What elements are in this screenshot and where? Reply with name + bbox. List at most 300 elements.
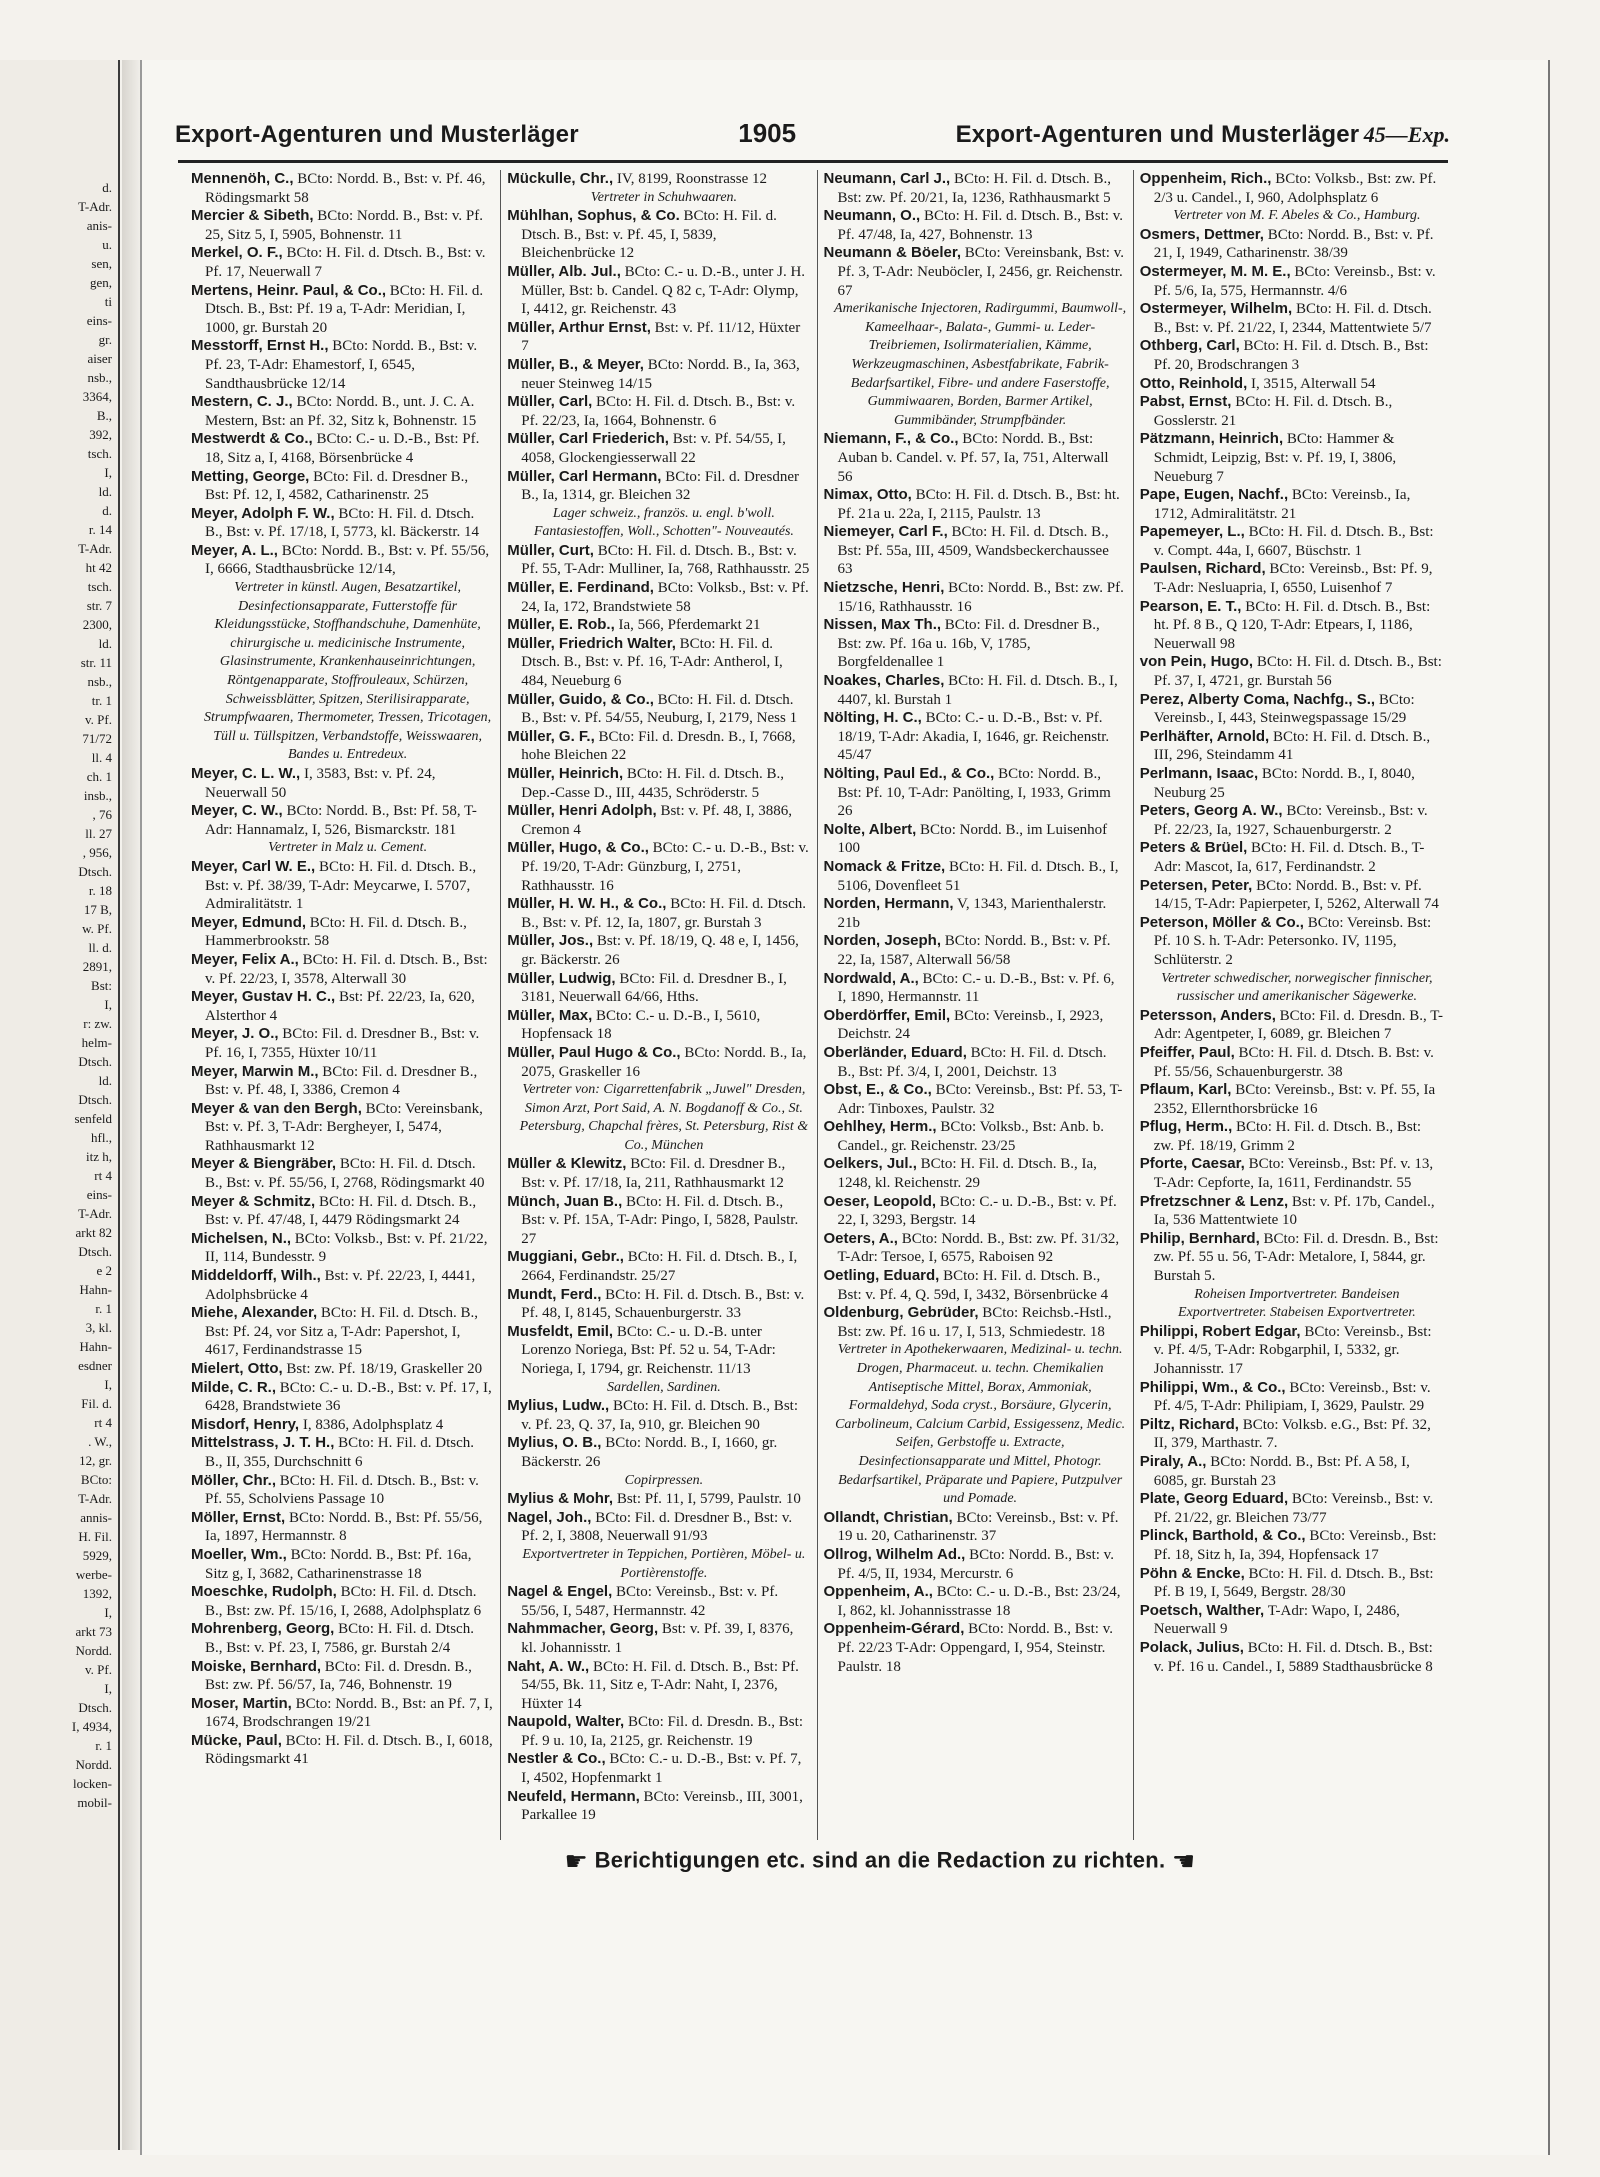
entry-name: Pflaum, Karl, [1139,1081,1232,1099]
directory-entry [191,1732,494,1769]
fragment-line: gr. [98,332,112,347]
directory-entry [507,1007,810,1044]
entry-name: Ollandt, Christian, [823,1508,953,1526]
entry-details: BCto: H. Fil. d. Dtsch. B., Bst: Pf. B 19, I, 5649, Bergstr. 28/30 [1153,1565,1434,1601]
directory-entry [824,1044,1127,1081]
entry-details: BCto: H. Fil. d. Dtsch. B., Bst: zw. Pf. 18/19, Grimm 2 [1153,1119,1422,1154]
entry-details: BCto: H. Fil. d. Dtsch. B., Bst: Pf. 55a, III, 4509, Wandsbeckerchaussee 63 [837,524,1109,578]
entry-name: Müller, Curt, [507,541,594,559]
entry-name: Pöhn & Encke, [1139,1564,1245,1582]
fragment-line: T-Adr. [78,199,112,214]
entry-name: Müller, Jos., [507,932,594,950]
directory-entry [1140,653,1444,690]
entry-details: BCto: H. Fil. d. Dtsch. B., Bst: v. Pf. 16, T-Adr: Antherol, I, 484, Neueburg 6 [521,635,783,690]
entry-details: BCto: Hammer & Schmidt, Leipzig, Bst: v. Pf. 19, I, 3806, Neueburg 7 [1153,431,1397,485]
directory-column-4 [1134,170,1450,1840]
entry-name: Mertens, Heinr. Paul, & Co., [191,281,387,299]
fragment-line: Dtsch. [78,1700,112,1715]
directory-entry [824,1583,1127,1620]
fragment-line: mobil- [77,1795,112,1810]
entry-note: Vertreter von M. F. Abeles & Co., Hamburg. [1173,208,1421,224]
directory-entry [507,970,810,1007]
entry-details: Bst: Pf. 11, I, 5799, Paulstr. 10 [613,1491,801,1508]
entry-name: Nomack & Fritze, [823,857,946,875]
entry-name: Mylius, Ludw., [507,1397,610,1415]
fragment-line: e 2 [96,1263,112,1278]
entry-name: Merkel, O. F., [191,244,283,262]
entry-name: Pforte, Caesar, [1139,1155,1245,1173]
entry-details: BCto: Fil. d. Dresdn. B., I, 7668, hohe Bleichen 22 [521,728,796,764]
entry-name: Müller, E. Ferdinand, [507,579,654,597]
entry-name: Messtorff, Ernst H., [191,337,329,355]
entry-details: BCto: H. Fil. d. Dtsch. B., Ia, 1248, kl. Reichenstr. 29 [837,1156,1097,1192]
directory-entry [507,170,810,189]
fragment-line: T-Adr. [78,541,112,556]
directory-entry [1140,877,1444,914]
entry-name: Nordwald, A., [823,969,919,987]
entry-details: BCto: Nordd. B., Bst: v. Pf. 4/5, II, 1934, Mercurstr. 6 [837,1546,1114,1582]
entry-name: Müller, Alb. Jul., [507,262,621,280]
entry-name: Piltz, Richard, [1139,1415,1239,1433]
directory-entry [824,523,1127,579]
entry-details: BCto: Fil. d. Dresdn. B., Bst: zw. Pf. 55 u. 56, T-Adr: Metalore, I, 5844, gr. Burstah 5. [1153,1230,1439,1285]
directory-entry [1140,691,1444,728]
directory-entry [1140,598,1444,654]
entry-name: Muggiani, Gebr., [507,1248,624,1266]
entry-name: Mylius, O. B., [507,1434,602,1452]
fragment-line: locken- [73,1776,112,1791]
entry-name: Nissen, Max Th., [823,616,942,634]
entry-details: BCto: H. Fil. d. Dtsch. B., Bst: Pf. 54/55, Bk. 11, Sitz e, T-Adr: Naht, I, 2376, Hüxter 14 [521,1658,799,1712]
entry-note: Vertreter in Schuhwaaren. [590,189,738,205]
entry-name: Polack, Julius, [1139,1638,1244,1656]
entry-name: Müller, B., & Meyer, [507,355,644,373]
fragment-line: rt 4 [94,1415,112,1430]
entry-name: Mühlhan, Sophus, & Co. [507,207,680,225]
directory-entry [824,579,1127,616]
directory-entry [507,542,810,579]
entry-name: Neumann & Böeler, [823,244,962,262]
entry-name: Nietzsche, Henri, [823,579,945,597]
entry-note: Lager schweiz., französ. u. engl. b'woll. Fantasiestoffen, Woll., Schotten"- Nouveautés. [533,505,794,540]
entry-name: Piraly, A., [1139,1452,1207,1470]
entry-name: Ostermeyer, M. M. E., [1139,262,1291,280]
directory-entry [507,839,810,895]
entry-name: Oberdörffer, Emil, [823,1006,951,1024]
entry-details: BCto: C.- u. D.-B., unter J. H. Müller, Bst: b. Candel. Q 82 c, T-Adr: Olymp, I, 4412, gr. Reichenstr. 43 [521,263,806,318]
directory-entry [191,1100,494,1156]
fragment-line: ll. d. [88,940,112,955]
entry-name: Michelsen, N., [191,1229,292,1247]
fragment-line: BCto: [80,1472,112,1487]
entry-details: BCto: H. Fil. d. Dtsch. B., Bst: v. Pf. 47/48, Ia, 427, Bohnenstr. 13 [837,208,1123,243]
entry-name: Oelkers, Jul., [823,1155,917,1173]
entry-details: BCto: Vereinsb., Bst: Pf. 9, T-Adr: Nesluapria, I, 6550, Luisenhof 7 [1153,561,1433,597]
entry-note: Vertreter in Malz u. Cement. [268,840,428,856]
entry-name: Pape, Eugen, Nachf., [1139,486,1289,504]
fragment-line: T-Adr. [78,1491,112,1506]
entry-details: BCto: Vereinsb. Bst: Pf. 10 S. h. T-Adr: Petersonko. IV, 1195, Schlüterstr. 2 [1153,914,1432,968]
entry-details: BCto: Nordd. B., Bst: v. Pf. 46, Rödingsmarkt 58 [205,171,486,206]
entry-details: BCto: Vereinsbank, Bst: v. Pf. 3, T-Adr: Bergheyer, I, 5474, Rathhausmarkt 12 [205,1100,483,1154]
entry-name: Meyer, C. L. W., [191,765,301,782]
fragment-line: , 76 [92,807,112,822]
entry-name: Meyer, Felix A., [191,950,299,968]
directory-entry [507,1750,810,1787]
entry-name: Perez, Alberty Coma, Nachfg., S., [1139,690,1376,708]
directory-entry [191,1193,494,1230]
entry-details: BCto: Volksb., Bst: Anb. b. Candel., gr. Reichenstr. 23/25 [837,1119,1105,1154]
entry-note: Vertreter in Apothekerwaaren, Medizinal- u. techn. Drogen, Pharmaceut. u. techn. Chemikalien Antiseptische Mittel, Borax, Ammoniak, Formaldehyd, Soda cryst., Borsäure, Glycerin, Carbolineum, Calcium Carbid, Essigessenz, Medic. Seifen, Gerbstoffe u. Extracte, Desinfectionsapparate und Mittel, Photogr. Bedarfsartikel, Präparate und Papiere, Putzpulver und Pomade. [835,1342,1126,1507]
entry-name: Pabst, Ernst, [1139,393,1232,411]
fragment-line: I, 4934, [71,1719,112,1734]
entry-name: Petersen, Peter, [1139,876,1253,894]
entry-details: BCto: Vereinsbank, Bst: v. Pf. 3, T-Adr: Neuböcler, I, 2456, gr. Reichenstr. 67 [837,245,1124,299]
fragment-line: 5929, [82,1548,112,1563]
directory-entry [191,1509,494,1546]
directory-entry [191,1695,494,1732]
directory-entry [824,858,1127,895]
directory-entry [507,430,810,467]
directory-entry [507,319,810,356]
fragment-line: itz h, [86,1149,112,1164]
directory-entry [191,1434,494,1471]
entry-name: Oppenheim, A., [823,1583,933,1601]
directory-entry [824,821,1127,858]
directory-entry [824,1620,1127,1676]
entry-details: BCto: C.- u. D.-B. unter Lorenzo Noriega, Bst: Pf. 52 u. 54, T-Adr: Noriega, I, 1794, gr. Reichenstr. 11/13 [521,1323,776,1377]
directory-entry [824,430,1127,486]
fragment-line: ll. 4 [91,750,112,765]
entry-details: Bst: zw. Pf. 18/19, Graskeller 20 [282,1361,483,1377]
entry-details: BCto: H. Fil. d. Dtsch. B. Bst: v. Pf. 55/56, Schauenburgerstr. 38 [1153,1044,1434,1080]
directory-entry [507,932,810,969]
entry-name: Philippi, Robert Edgar, [1139,1322,1301,1340]
fragment-line: r. 1 [95,1301,112,1316]
directory-entry [507,1658,810,1714]
entry-details: BCto: Nordd. B., Bst: Pf. A 58, I, 6085, gr. Burstah 23 [1153,1453,1410,1489]
directory-entry [1140,337,1444,374]
fragment-line: aiser [87,351,112,366]
entry-details: BCto: Nordd. B., I, 1660, gr. Bäckerstr. 26 [521,1435,778,1470]
entry-details: BCto: C.- u. D.-B., Bst: v. Pf. 17, I, 6428, Brandstwiete 36 [205,1379,492,1415]
entry-name: Perlmann, Isaac, [1139,765,1259,782]
fragment-line: arkt 82 [75,1225,112,1240]
directory-columns [185,170,1450,1840]
entry-name: Pearson, E. T., [1139,597,1242,615]
entry-details: BCto: Nordd. B., Bst: v. Pf. 55/56, I, 6666, Stadthausbrücke 12/14, [205,542,490,578]
entry-name: Neumann, O., [823,207,921,225]
directory-entry [1140,1155,1444,1192]
entry-name: Müller & Klewitz, [507,1155,627,1173]
directory-entry [191,207,494,244]
directory-entry [1140,1453,1444,1490]
directory-entry [1140,523,1444,560]
directory-entry [824,1509,1127,1546]
entry-name: Milde, C. R., [191,1378,277,1396]
fragment-line: 1392, [82,1586,112,1601]
entry-name: Mylius & Mohr, [507,1490,614,1508]
entry-name: Naupold, Walter, [507,1713,625,1731]
entry-name: Moiske, Bernhard, [191,1657,322,1675]
entry-details: BCto: H. Fil. d. Dtsch. B., Bst: v. Pf. 21/22, I, 2344, Mattentwiete 5/7 [1153,301,1432,336]
entry-note: Sardellen, Sardinen. [607,1379,721,1395]
entry-name: Oeser, Leopold, [823,1192,937,1210]
entry-name: Meyer, Adolph F. W., [191,504,335,522]
fragment-line: H. Fil. [78,1529,112,1544]
fragment-line: Dtsch. [78,1244,112,1259]
entry-name: Mückulle, Chr., [507,170,614,187]
entry-details: BCto: H. Fil. d. Dtsch. B., Bst: Pf. 37, I, 4721, gr. Burstah 56 [1153,654,1442,690]
entry-details: BCto: H. Fil. d. Dtsch. B., I, 2664, Ferdinandstr. 25/27 [521,1249,798,1285]
directory-entry [191,282,494,338]
fragment-line: str. 7 [86,598,112,613]
entry-name: Meyer, J. O., [191,1025,279,1043]
directory-entry [1140,1416,1444,1453]
directory-entry [1140,393,1444,430]
entry-details: BCto: Nordd. B., Bst: Pf. 55/56, Ia, 1897, Hermannstr. 8 [205,1509,483,1545]
fragment-line: r. 18 [88,883,112,898]
fragment-line: ti [104,294,112,309]
directory-entry [824,1267,1127,1304]
entry-name: Nölting, Paul Ed., & Co., [823,765,995,782]
fragment-line: Nordd. [75,1757,112,1772]
header-title-right: Export-Agenturen und Musterläger [955,121,1360,148]
fragment-line: nsb., [87,674,112,689]
entry-details: BCto: Vereinsb., Ia, 1712, Admiralitätstr. 21 [1153,487,1411,522]
entry-details: BCto: Reichsb.-Hstl., Bst: zw. Pf. 16 u. 17, I, 513, Schmiedestr. 18 [837,1305,1112,1340]
entry-details: Bst: v. Pf. 17b, Candel., Ia, 536 Mattentwiete 10 [1153,1193,1435,1229]
directory-entry [1140,1193,1444,1230]
directory-entry [824,895,1127,932]
fragment-line: esdner [78,1358,112,1373]
fragment-line: . W., [88,1434,112,1449]
entry-details: BCto: Fil. d. Dresdner B., Bst: v. Pf. 16, I, 7355, Hüxter 10/11 [205,1026,480,1061]
directory-entry [824,1155,1127,1192]
fragment-line: eins- [86,1187,112,1202]
header-year: 1905 [738,118,797,148]
entry-details: Bst: v. Pf. 39, I, 8376, kl. Johannisstr. 1 [521,1621,794,1656]
entry-details: BCto: H. Fil. d. Dtsch. B., Bst: v. Pf. 22/23, Ia, 1664, Bohnenstr. 6 [521,394,796,429]
entry-name: von Pein, Hugo, [1139,653,1254,671]
entry-name: Meyer, Marwin M., [191,1062,319,1080]
entry-name: Müller, Max, [507,1006,593,1024]
entry-details: BCto: H. Fil. d. Dtsch. B., Bst: v. Pf. 45, I, 5839, Bleichenbrücke 12 [521,208,777,262]
entry-name: Nolte, Albert, [823,820,917,838]
entry-name: Mielert, Otto, [191,1360,283,1377]
entry-name: Osmers, Dettmer, [1139,225,1264,243]
entry-name: Müller, Ludwig, [507,969,616,987]
entry-details: BCto: C.- u. D.-B., Bst: Pf. 18, Sitz a, I, 4168, Börsenbrücke 4 [205,431,480,466]
fragment-line: I, [104,1377,112,1392]
entry-details: BCto: H. Fil. d. Dtsch. B., Bst: zw. Pf. 20/21, Ia, 1236, Rathhausmarkt 5 [837,171,1112,206]
entry-details: BCto: H. Fil. d. Dtsch. B., Bst: v. Pf. 38/39, T-Adr: Meycarwe, I. 5707, Admiralitätstr. 1 [205,858,477,913]
entry-details: BCto: H. Fil. d. Dtsch. B., I, 4407, kl. Burstah 1 [837,673,1118,708]
entry-name: Oetling, Eduard, [823,1267,940,1285]
entry-details: BCto: Nordd. B., Bst: v. Pf. 14/15, T-Adr: Papierpeter, I, 5262, Alterwall 74 [1153,877,1439,913]
entry-name: Peters & Brüel, [1139,839,1248,857]
fragment-line: I, [104,1681,112,1696]
directory-entry [507,1193,810,1249]
entry-details: BCto: H. Fil. d. Dtsch. B., Bst: v. Pf. 48, I, 8145, Schauenburgerstr. 33 [521,1286,805,1322]
directory-entry [191,1546,494,1583]
entry-name: Müller, Heinrich, [507,765,624,782]
entry-details: BCto: Fil. d. Dresdn. B., Bst: Pf. 9 u. 10, Ia, 2125, gr. Reichenstr. 19 [521,1714,803,1749]
fragment-line: ch. 1 [86,769,112,784]
entry-note: Exportvertreter in Teppichen, Portièren, Möbel- u. Portièrenstoffe. [522,1546,806,1581]
directory-entry [1140,839,1444,876]
entry-name: Meyer, A. L., [191,541,278,559]
entry-name: Nestler & Co., [507,1750,606,1768]
fragment-line: 17 B, [83,902,112,917]
entry-name: Plinck, Barthold, & Co., [1139,1527,1306,1545]
entry-details: BCto: Volksb., Bst: v. Pf. 21/22, II, 114, Bundesstr. 9 [205,1230,488,1266]
entry-details: BCto: Vereinsb., III, 3001, Parkallee 19 [521,1788,803,1824]
entry-name: Meyer & Schmitz, [191,1192,316,1210]
fragment-line: v. Pf. [85,1662,112,1677]
directory-column-3 [818,170,1134,1840]
directory-entry [507,635,810,691]
fragment-line: rt 4 [94,1168,112,1183]
entry-details: BCto: H. Fil. d. Dtsch. B., I, 6018, Rödingsmarkt 41 [205,1732,493,1768]
entry-name: Meyer & Biengräber, [191,1155,337,1173]
directory-entry [824,970,1127,1007]
entry-details: BCto: Fil. d. Dresdner B., Bst: v. Pf. 17/18, Ia, 211, Rathhausmarkt 12 [521,1156,786,1192]
directory-entry [191,1360,494,1379]
entry-details: Bst: v. Pf. 54/55, I, 4058, Glockengiesserwall 22 [521,431,786,466]
entry-name: Oberländer, Eduard, [823,1043,967,1061]
directory-entry [507,765,810,802]
entry-note: Copirpressen. [624,1472,704,1488]
entry-details: BCto: H. Fil. d. Dtsch. B., T-Adr: Mascot, Ia, 617, Ferdinandstr. 2 [1153,840,1425,875]
fragment-line: tsch. [87,579,112,594]
entry-details: BCto: Nordd. B., I, 8040, Neuburg 25 [1153,766,1415,801]
entry-details: BCto: Nordd. B., Bst: Pf. 10, T-Adr: Panölting, I, 1933, Grimm 26 [837,766,1111,820]
directory-entry [1140,1379,1444,1416]
directory-entry [1140,560,1444,597]
entry-details: BCto: Vereinsb., I, 2923, Deichstr. 24 [837,1007,1104,1043]
entry-name: Pätzmann, Heinrich, [1139,430,1284,448]
fragment-line: , 956, [82,845,112,860]
entry-details: I, 8386, Adolphsplatz 4 [299,1416,444,1433]
directory-entry [507,263,810,319]
entry-details: BCto: Nordd. B., Bst: v. Pf. 23, T-Adr: Ehamestorf, I, 6545, Sandthausbrücke 12/14 [205,338,478,392]
entry-note: Roheisen Importvertreter. Bandeisen Exportvertreter. Stabeisen Exportvertreter. [1178,1286,1416,1321]
directory-entry [191,337,494,393]
fragment-line: nsb., [87,370,112,385]
directory-entry [824,1007,1127,1044]
directory-entry [824,1230,1127,1267]
entry-name: Oeters, A., [823,1229,898,1247]
entry-details: I, 3583, Bst: v. Pf. 24, Neuerwall 50 [205,766,436,801]
entry-name: Philip, Bernhard, [1139,1229,1260,1247]
fragment-line: B., [96,408,112,423]
fragment-line: 2891, [82,959,112,974]
previous-page-fragment [0,60,120,2150]
directory-entry [191,468,494,505]
directory-entry [824,709,1127,765]
entry-name: Moeller, Wm., [191,1545,287,1563]
entry-name: Moser, Martin, [191,1694,292,1712]
entry-details: BCto: C.- u. D.-B., Bst: v. Pf. 22, I, 3293, Bergstr. 14 [837,1193,1117,1229]
entry-details: BCto: Nordd. B., Bst: v. Pf. 21, I, 1949, Catharinenstr. 38/39 [1153,226,1434,262]
entry-name: Nahmmacher, Georg, [507,1620,659,1638]
entry-details: BCto: C.- u. D.-B., Bst: v. Pf. 7, I, 4502, Hopfenmarkt 1 [521,1751,802,1787]
fragment-line: 12, gr. [79,1453,112,1468]
directory-entry [507,1248,810,1285]
directory-entry [507,1620,810,1657]
directory-entry [1140,1639,1444,1676]
directory-entry [1140,1323,1444,1379]
entry-details: BCto: Nordd. B., Bst: Pf. 58, T-Adr: Hannamalz, I, 526, Bismarckstr. 181 [205,803,477,838]
entry-details: BCto: H. Fil. d. Dtsch. B., Bst: v. Pf. 54/55, Neuburg, I, 2179, Ness 1 [521,691,798,727]
fragment-line: anis- [86,218,112,233]
fragment-line: hfl., [91,1130,112,1145]
directory-entry [507,1713,810,1750]
entry-details: Bst: v. Pf. 18/19, Q. 48 e, I, 1456, gr. Bäckerstr. 26 [521,933,799,968]
entry-details: BCto: H. Fil. d. Dtsch. B., Bst: v. Pf. 4, Q. 59d, I, 3432, Börsenbrücke 4 [837,1268,1109,1303]
directory-entry [507,1155,810,1192]
directory-entry [824,672,1127,709]
directory-entry [191,1472,494,1509]
entry-details: BCto: Vereinsb., Bst: v. Pf. 4/5, T-Adr: Philipiam, I, 3629, Paulstr. 29 [1153,1379,1431,1415]
directory-entry [1140,802,1444,839]
entry-details: BCto: Fil. d. Dresdn. B., T-Adr: Agentpeter, I, 6089, gr. Bleichen 7 [1153,1007,1444,1043]
entry-details: BCto: H. Fil. d. Dtsch. B., Bst: v. Pf. 17/18, I, 5773, kl. Bäckerstr. 14 [205,505,480,541]
directory-entry [824,1193,1127,1230]
entry-details: BCto: Nordd. B., im Luisenhof 100 [837,821,1108,857]
entry-details: I, 3515, Alterwall 54 [1247,375,1376,392]
entry-details: BCto: Nordd. B., Ia, 363, neuer Steinweg 14/15 [521,356,800,392]
entry-details: BCto: H. Fil. d. Dtsch. B., I, 5106, Dovenfleet 51 [837,858,1119,894]
entry-name: Nimax, Otto, [823,486,912,504]
fragment-line: w. Pf. [82,921,112,936]
entry-name: Nölting, H. C., [823,709,922,727]
fragment-line: tr. 1 [91,693,112,708]
entry-details: BCto: Volksb., Bst: v. Pf. 24, Ia, 172, Brandstwiete 58 [521,580,809,615]
directory-entry [1140,1602,1444,1639]
entry-details: BCto: H. Fil. d. Dtsch. B., Bst: Pf. 19 a, T-Adr: Meridian, I, 1000, gr. Burstah 20 [205,282,484,336]
directory-entry [824,244,1127,300]
directory-entry [191,914,494,951]
fragment-line: r. 14 [88,522,112,537]
entry-name: Moeschke, Rudolph, [191,1583,337,1601]
entry-name: Müller, Friedrich Walter, [507,634,676,652]
directory-entry [507,1044,810,1081]
directory-entry [191,430,494,467]
entry-details: BCto: Fil. d. Dresdner B., Ia, 1314, gr. Bleichen 32 [521,468,799,504]
entry-details: BCto: H. Fil. d. Dtsch. B., Bst: v. Pf. 15A, T-Adr: Pingo, I, 5828, Paulstr. 27 [521,1193,799,1247]
directory-entry [507,895,810,932]
fragment-line: senfeld [74,1111,112,1126]
directory-entry [507,1509,810,1546]
entry-details: BCto: Volksb. e.G., Bst: Pf. 32, II, 379, Marthastr. 7. [1153,1416,1431,1452]
entry-name: Nagel, Joh., [507,1508,592,1526]
entry-name: Ollrog, Wilhelm Ad., [823,1545,966,1563]
entry-details: BCto: H. Fil. d. Dtsch. B., Bst: ht. Pf. 8 B., Q 120, T-Adr: Etpears, I, 1186, Neuerwall 98 [1153,598,1431,652]
entry-name: Norden, Joseph, [823,932,942,950]
fragment-line: helm- [81,1035,112,1050]
entry-name: Pflug, Herm., [1139,1118,1233,1136]
entry-name: Müller, Carl Hermann, [507,467,662,485]
directory-entry [1140,263,1444,300]
directory-entry [1140,728,1444,765]
entry-note: Vertreter von: Cigarrettenfabrik „Juwel" Dresden, Simon Arzt, Port Said, A. N. Bogdanoff & Co., St. Petersburg, Chapchal frères, St. Petersburg, Rist & Co., München [519,1082,809,1153]
directory-entry [507,1490,810,1509]
entry-details: BCto: Nordd. B., Bst: zw. Pf. 31/32, T-Adr: Tersoe, I, 6575, Raboisen 92 [837,1230,1120,1266]
entry-name: Noakes, Charles, [823,672,945,690]
entry-name: Misdorf, Henry, [191,1415,300,1433]
